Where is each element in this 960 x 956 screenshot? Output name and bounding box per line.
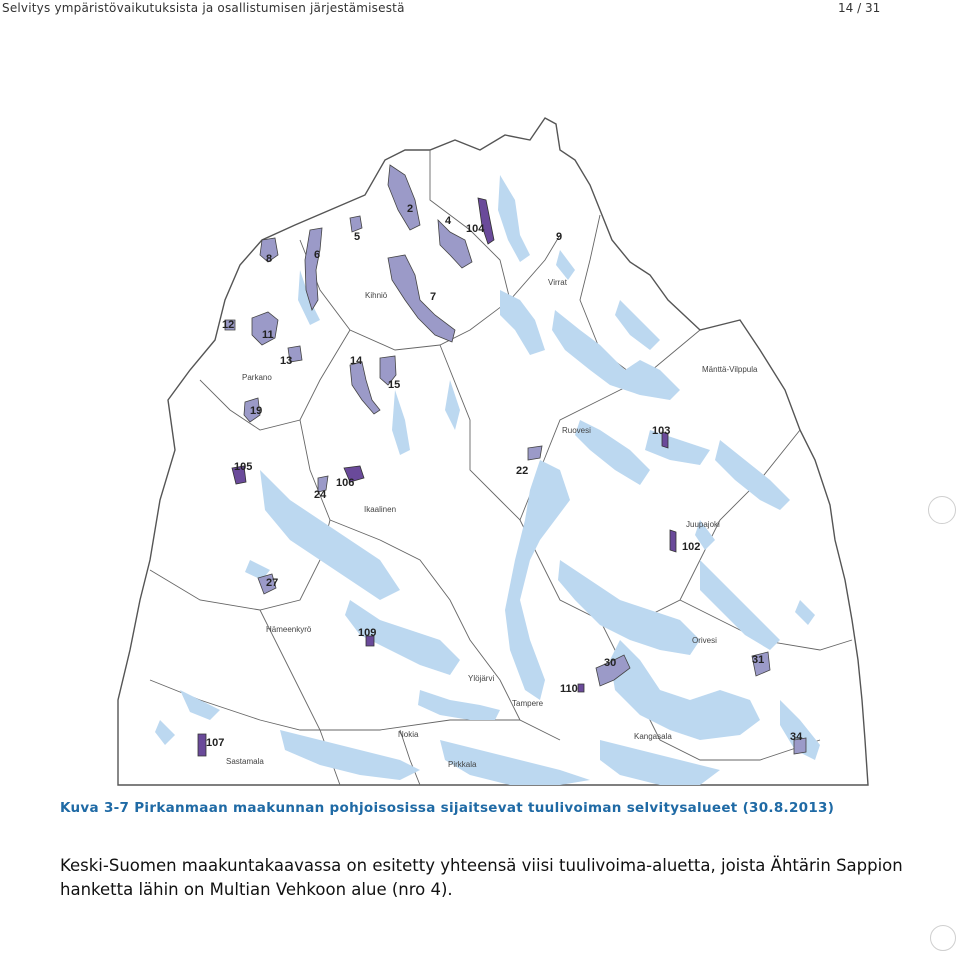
area-number-label: 5 — [354, 231, 361, 243]
area-number-label: 6 — [314, 249, 321, 261]
area-number-label: 102 — [682, 541, 701, 553]
area-number-label: 7 — [430, 291, 437, 303]
town-label: Parkano — [242, 373, 272, 382]
area-number-label: 31 — [752, 654, 765, 666]
area-number-label: 30 — [604, 657, 617, 669]
town-label: Hämeenkyrö — [266, 625, 312, 634]
area-number-label: 12 — [222, 319, 235, 331]
area-number-label: 8 — [266, 253, 273, 265]
town-label: Kihniö — [365, 291, 388, 300]
town-label: Pirkkala — [448, 760, 477, 769]
town-label: Tampere — [512, 699, 544, 708]
area-number-label: 27 — [266, 577, 279, 589]
town-label: Nokia — [398, 730, 419, 739]
area-number-label: 13 — [280, 355, 293, 367]
area-number-label: 14 — [350, 355, 363, 367]
page-header — [0, 0, 960, 16]
town-label: Ikaalinen — [364, 505, 397, 514]
area-number-label: 105 — [234, 461, 253, 473]
area-number-label: 34 — [790, 731, 803, 743]
area-number-label: 4 — [445, 215, 452, 227]
area-number-label: 104 — [466, 223, 485, 235]
area-number-label: 15 — [388, 379, 401, 391]
area-number-label: 107 — [206, 737, 225, 749]
body-paragraph: Keski-Suomen maakuntakaavassa on esitetty yhteensä viisi tuulivoima-aluetta, joista Ähtärin Sappion hanketta lähin on Multian Vehkoon alue (nro 4). — [60, 856, 903, 899]
wind-area-map — [110, 110, 870, 790]
figure-caption: Kuva 3-7 Pirkanmaan maakunnan pohjoisosissa sijaitsevat tuulivoiman selvitysalueet (30.8.2013) — [60, 800, 835, 816]
area-number-label: 24 — [314, 489, 327, 501]
scroll-marker-circle-bottom — [930, 925, 956, 951]
document-title: Selvitys ympäristövaikutuksista ja osallistumisen järjestämisestä — [2, 1, 405, 15]
page-number: 14 / 31 — [838, 1, 881, 15]
area-number-label: 19 — [250, 405, 263, 417]
scroll-marker-circle — [928, 496, 956, 524]
area-number-label: 9 — [556, 231, 563, 243]
area-number-label: 2 — [407, 203, 414, 215]
town-label: Mänttä-Vilppula — [702, 365, 758, 374]
town-label: Virrat — [548, 278, 567, 287]
area-number-label: 103 — [652, 425, 671, 437]
area-number-label: 109 — [358, 627, 377, 639]
area-number-label: 11 — [262, 329, 274, 341]
area-number-label: 110 — [560, 683, 578, 695]
area-number-label: 22 — [516, 465, 529, 477]
town-label: Orivesi — [692, 636, 717, 645]
town-label: Kangasala — [634, 732, 672, 741]
town-label: Juupajoki — [686, 520, 720, 529]
town-label: Ylöjärvi — [468, 674, 495, 683]
area-number-label: 106 — [336, 477, 355, 489]
town-label: Sastamala — [226, 757, 264, 766]
region-boundary — [118, 118, 868, 785]
town-label: Ruovesi — [562, 426, 591, 435]
